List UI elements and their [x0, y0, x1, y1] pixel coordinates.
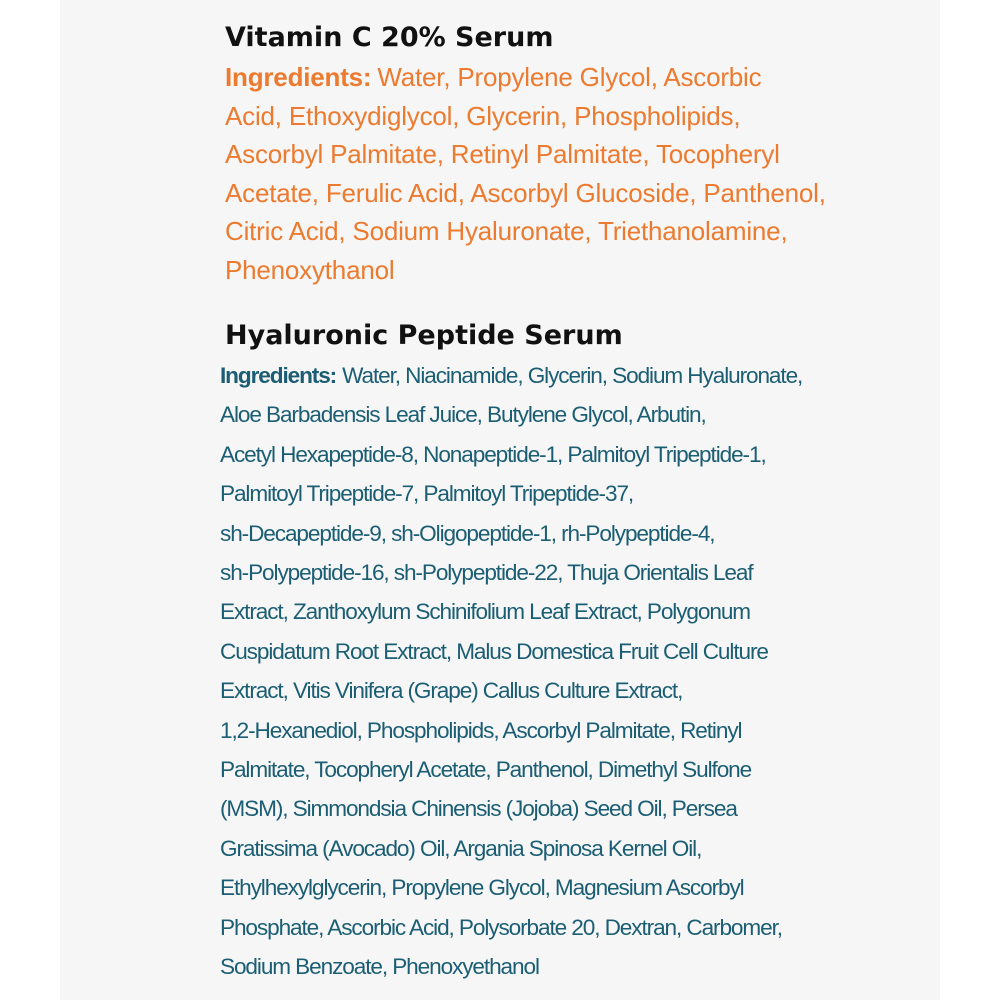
- ingredient-line: Cuspidatum Root Extract, Malus Domestica Fruit Cell Culture: [220, 638, 768, 664]
- ingredients-panel: [60, 0, 940, 1000]
- vitamin-c-serum-ingredients: [225, 58, 915, 290]
- hyaluronic-peptide-serum-ingredients: [220, 356, 915, 987]
- ingredient-line: Citric Acid, Sodium Hyaluronate, Triethanolamine,: [225, 216, 788, 247]
- ingredient-line: Palmitoyl Tripeptide-7, Palmitoyl Tripeptide-37,: [220, 481, 634, 507]
- ingredient-line: (MSM), Simmondsia Chinensis (Jojoba) Seed Oil, Persea: [220, 796, 737, 822]
- ingredient-line: Extract, Vitis Vinifera (Grape) Callus Culture Extract,: [220, 678, 683, 704]
- ingredient-line: Ingredients: Water, Niacinamide, Glycerin, Sodium Hyaluronate,: [220, 363, 803, 388]
- ingredients-label: Ingredients:: [220, 363, 337, 388]
- ingredient-line: Gratissima (Avocado) Oil, Argania Spinosa Kernel Oil,: [220, 835, 702, 861]
- ingredient-line: Ingredients: Water, Propylene Glycol, Ascorbic: [225, 62, 762, 92]
- ingredient-line: 1,2-Hexanediol, Phospholipids, Ascorbyl Palmitate, Retinyl: [220, 717, 742, 743]
- ingredient-line: Ethylhexylglycerin, Propylene Glycol, Magnesium Ascorbyl: [220, 875, 744, 901]
- hyaluronic-peptide-serum-title: Hyaluronic Peptide Serum: [225, 320, 623, 351]
- ingredient-line: sh-Polypeptide-16, sh-Polypeptide-22, Thuja Orientalis Leaf: [220, 560, 753, 586]
- ingredient-line: Acetyl Hexapeptide-8, Nonapeptide-1, Palmitoyl Tripeptide-1,: [220, 441, 766, 467]
- ingredient-line: Acetate, Ferulic Acid, Ascorbyl Glucoside, Panthenol,: [225, 177, 826, 208]
- ingredient-line: Palmitate, Tocopheryl Acetate, Panthenol, Dimethyl Sulfone: [220, 757, 752, 783]
- hyaluronic-peptide-serum-section: [220, 318, 915, 987]
- ingredient-line: Extract, Zanthoxylum Schinifolium Leaf Extract, Polygonum: [220, 599, 751, 625]
- ingredient-line: Phosphate, Ascorbic Acid, Polysorbate 20, Dextran, Carbomer,: [220, 914, 782, 940]
- ingredient-line: sh-Decapeptide-9, sh-Oligopeptide-1, rh-Polypeptide-4,: [220, 520, 715, 546]
- ingredient-line: Phenoxythanol: [225, 254, 395, 285]
- ingredients-label: Ingredients:: [225, 62, 372, 92]
- ingredient-line: Sodium Benzoate, Phenoxyethanol: [220, 954, 539, 980]
- vitamin-c-serum-title: Vitamin C 20% Serum: [225, 22, 554, 53]
- ingredient-line: Ascorbyl Palmitate, Retinyl Palmitate, Tocopheryl: [225, 139, 780, 170]
- ingredient-line: Aloe Barbadensis Leaf Juice, Butylene Glycol, Arbutin,: [220, 402, 706, 428]
- ingredient-line: Acid, Ethoxydiglycol, Glycerin, Phospholipids,: [225, 100, 741, 131]
- vitamin-c-serum-section: [225, 20, 915, 290]
